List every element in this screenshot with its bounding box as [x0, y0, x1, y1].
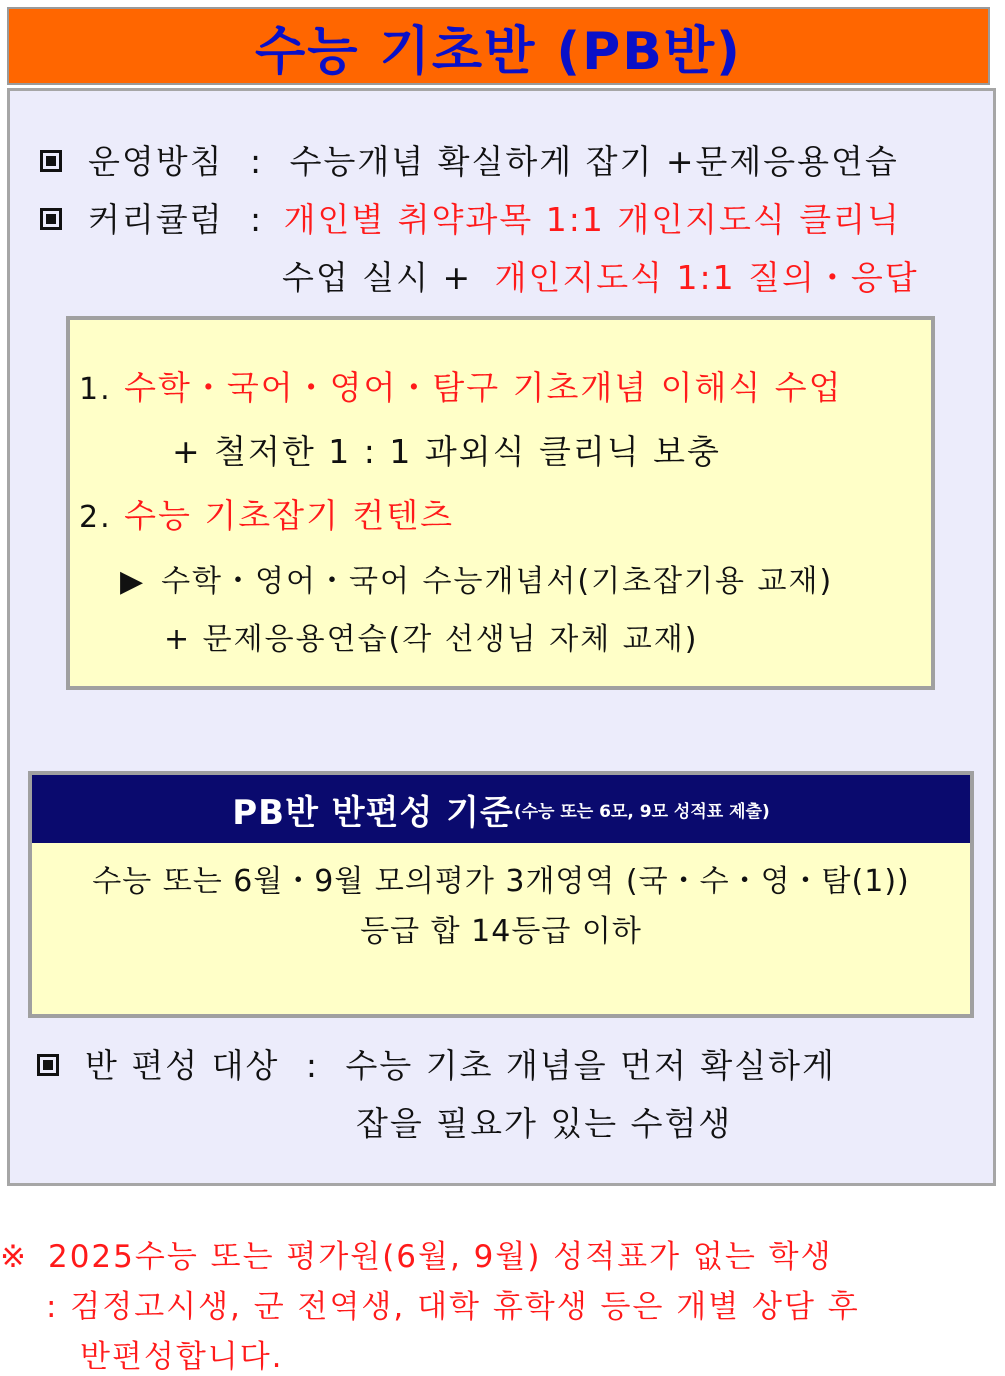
footnote-line-1	[0, 1231, 833, 1276]
policy-row	[40, 136, 899, 183]
curriculum-separator: :	[250, 200, 264, 239]
criteria-line-2: 등급 합 14등급 이하	[360, 914, 642, 949]
criteria-body	[32, 843, 970, 1014]
content-item-2	[79, 490, 454, 537]
curriculum-row	[40, 194, 901, 241]
target-line2: 잡을 필요가 있는 수험생	[356, 1104, 733, 1143]
content-item-2-text: 수능 기초잡기 컨텐츠	[124, 496, 455, 535]
criteria-header	[32, 775, 970, 843]
content-item-1	[79, 362, 843, 409]
content-item-1-sub: + 철저한 1 : 1 과외식 클리닉 보충	[172, 432, 721, 471]
content-item-1-number: 1.	[79, 372, 112, 407]
curriculum-line2-black: 수업 실시 +	[282, 258, 473, 297]
criteria-heading: PB반 반편성 기준	[232, 792, 514, 833]
square-bullet-icon	[40, 150, 62, 172]
content-item-2-sub2: + 문제응용연습(각 선생님 자체 교재)	[164, 622, 699, 657]
curriculum-line1: 개인별 취약과목 1:1 개인지도식 클리닉	[283, 200, 901, 239]
title-banner	[7, 7, 990, 85]
policy-separator: :	[250, 142, 264, 181]
curriculum-label: 커리큘럼	[88, 200, 224, 239]
footnote-line-3: 반편성합니다.	[80, 1339, 284, 1375]
content-item-2-sub1-text: 수학・영어・국어 수능개념서(기초잡기용 교재)	[161, 564, 834, 599]
content-item-2-sub1	[120, 556, 833, 600]
criteria-section	[28, 771, 974, 1018]
footnote-line-2: : 검정고시생, 군 전역생, 대학 휴학생 등은 개별 상담 후	[46, 1289, 860, 1325]
criteria-line-1: 수능 또는 6월・9월 모의평가 3개영역 (국・수・영・탐(1))	[92, 864, 910, 899]
page-title: 수능 기초반 (PB반)	[255, 21, 742, 82]
policy-text: 수능개념 확실하게 잡기 +문제응용연습	[289, 142, 899, 181]
footnote-line-1-text: 2025수능 또는 평가원(6월, 9월) 성적표가 없는 학생	[47, 1239, 833, 1275]
target-label: 반 편성 대상	[85, 1046, 280, 1085]
curriculum-line2-red: 개인지도식 1:1 질의・응답	[494, 258, 919, 297]
square-bullet-icon	[40, 208, 62, 230]
target-separator: :	[305, 1046, 319, 1085]
curriculum-row-2	[282, 252, 919, 299]
content-item-2-number: 2.	[79, 500, 112, 535]
triangle-arrow-icon: ▶	[120, 564, 146, 599]
policy-label: 운영방침	[88, 142, 224, 181]
content-box	[66, 316, 935, 690]
target-line1: 수능 기초 개념을 먼저 확실하게	[345, 1046, 836, 1085]
reference-mark-icon: ※	[0, 1239, 28, 1275]
target-row	[37, 1040, 836, 1087]
square-bullet-icon	[37, 1054, 59, 1076]
criteria-heading-note: (수능 또는 6모, 9모 성적표 제출)	[513, 801, 770, 822]
content-item-1-text: 수학・국어・영어・탐구 기초개념 이해식 수업	[124, 368, 843, 407]
